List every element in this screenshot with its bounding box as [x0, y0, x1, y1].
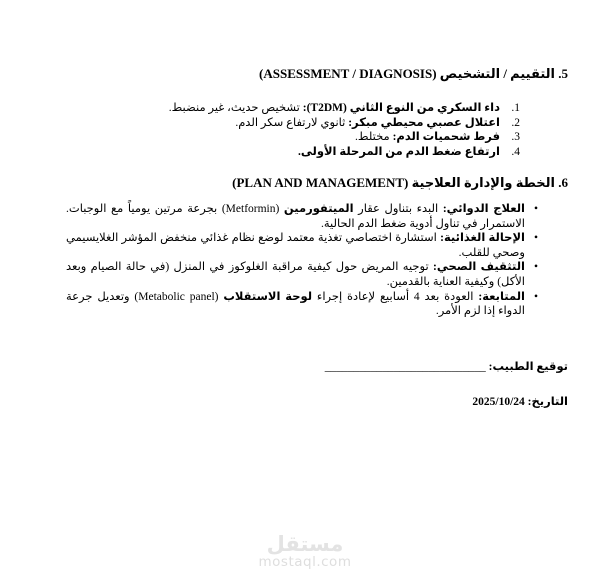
- plan-item-text: [66, 231, 525, 260]
- plan-term: الإحالة الغذائية:: [440, 232, 525, 245]
- plan-term: لوحة الاستقلاب: [223, 290, 313, 303]
- bullet-icon: •: [533, 232, 538, 245]
- document-content: [40, 66, 568, 410]
- bullet-icon: •: [533, 203, 538, 215]
- diagnosis-list: [40, 101, 520, 159]
- date-label: التاريخ:: [527, 395, 568, 408]
- plan-term: التثقيف الصحي:: [433, 261, 525, 274]
- plan-detail: البدء بتناول عقار: [353, 203, 443, 215]
- diagnosis-term: ارتفاع ضغط الدم من المرحلة الأولى.: [298, 145, 500, 158]
- watermark: [0, 533, 610, 570]
- date-value: 2025/10/24: [472, 395, 525, 408]
- assessment-heading: 5. التقييم / التشخيص (ASSESSMENT / DIAGNOSIS): [259, 66, 568, 81]
- diagnosis-term: داء السكري من النوع الثاني (T2DM):: [302, 102, 500, 114]
- plan-detail: توجيه المريض حول كيفية مراقبة الغلوكوز في المنزل (في حالة الصيام وبعد الأكل) وكيفية العناية بالقدمين.: [66, 261, 525, 288]
- list-item: [66, 260, 538, 289]
- watermark-site-text: mostaql.com: [258, 554, 352, 570]
- list-number: 1.: [511, 102, 520, 114]
- list-item: [66, 290, 538, 319]
- plan-term: العلاج الدوائي:: [442, 203, 525, 215]
- plan-detail: العودة بعد 4 أسابيع لإعادة إجراء: [312, 290, 479, 303]
- signature-blank: ____________________________: [324, 360, 486, 373]
- diagnosis-detail: ثانوي لارتفاع سكر الدم.: [235, 116, 349, 129]
- plan-list: [40, 202, 568, 319]
- plan-detail: استشارة اختصاصي تغذية معتمد لوضع نظام غذائي منخفض المؤشر الغلايسيمي وصحي للقلب.: [66, 232, 525, 259]
- diagnosis-detail: تشخيص حديث، غير منضبط.: [168, 102, 303, 114]
- list-item: [40, 145, 520, 160]
- plan-detail: (Metabolic panel) وتعديل جرعة الدواء إذا لزم الأمر.: [66, 290, 525, 318]
- bullet-icon: •: [533, 261, 538, 274]
- bullet-icon: •: [533, 290, 538, 303]
- list-number: 3.: [511, 131, 520, 143]
- list-item: [40, 116, 520, 131]
- diagnosis-item-text: [169, 101, 500, 116]
- plan-heading: 6. الخطة والإدارة العلاجية (PLAN AND MANAGEMENT): [232, 175, 568, 190]
- plan-term: المتابعة:: [478, 290, 525, 303]
- list-item: [66, 231, 538, 260]
- diagnosis-term: فرط شحميات الدم:: [392, 131, 500, 143]
- diagnosis-item-text: [235, 116, 500, 131]
- signature-line: [40, 360, 568, 375]
- plan-item-text: [66, 260, 525, 289]
- diagnosis-item-text: [298, 145, 500, 160]
- diagnosis-item-text: [355, 130, 500, 145]
- plan-item-text: [66, 290, 525, 319]
- list-item: [40, 130, 520, 145]
- plan-detail: (Metformin) بجرعة مرتين يومياً مع الوجبات. الاستمرار في تناول أدوية ضغط الدم الحالية.: [66, 203, 525, 230]
- plan-term: الميتفورمين: [283, 203, 354, 215]
- date-line: [40, 395, 568, 410]
- list-item: [66, 202, 538, 231]
- diagnosis-detail: مختلط.: [355, 131, 393, 143]
- plan-item-text: [66, 202, 525, 231]
- list-item: [40, 101, 520, 116]
- diagnosis-term: اعتلال عصبي محيطي مبكر:: [348, 116, 500, 129]
- mostaql-logo: مستقل: [266, 532, 344, 556]
- list-number: 4.: [511, 145, 520, 158]
- list-number: 2.: [511, 116, 520, 129]
- signature-label: توقيع الطبيب:: [488, 360, 568, 373]
